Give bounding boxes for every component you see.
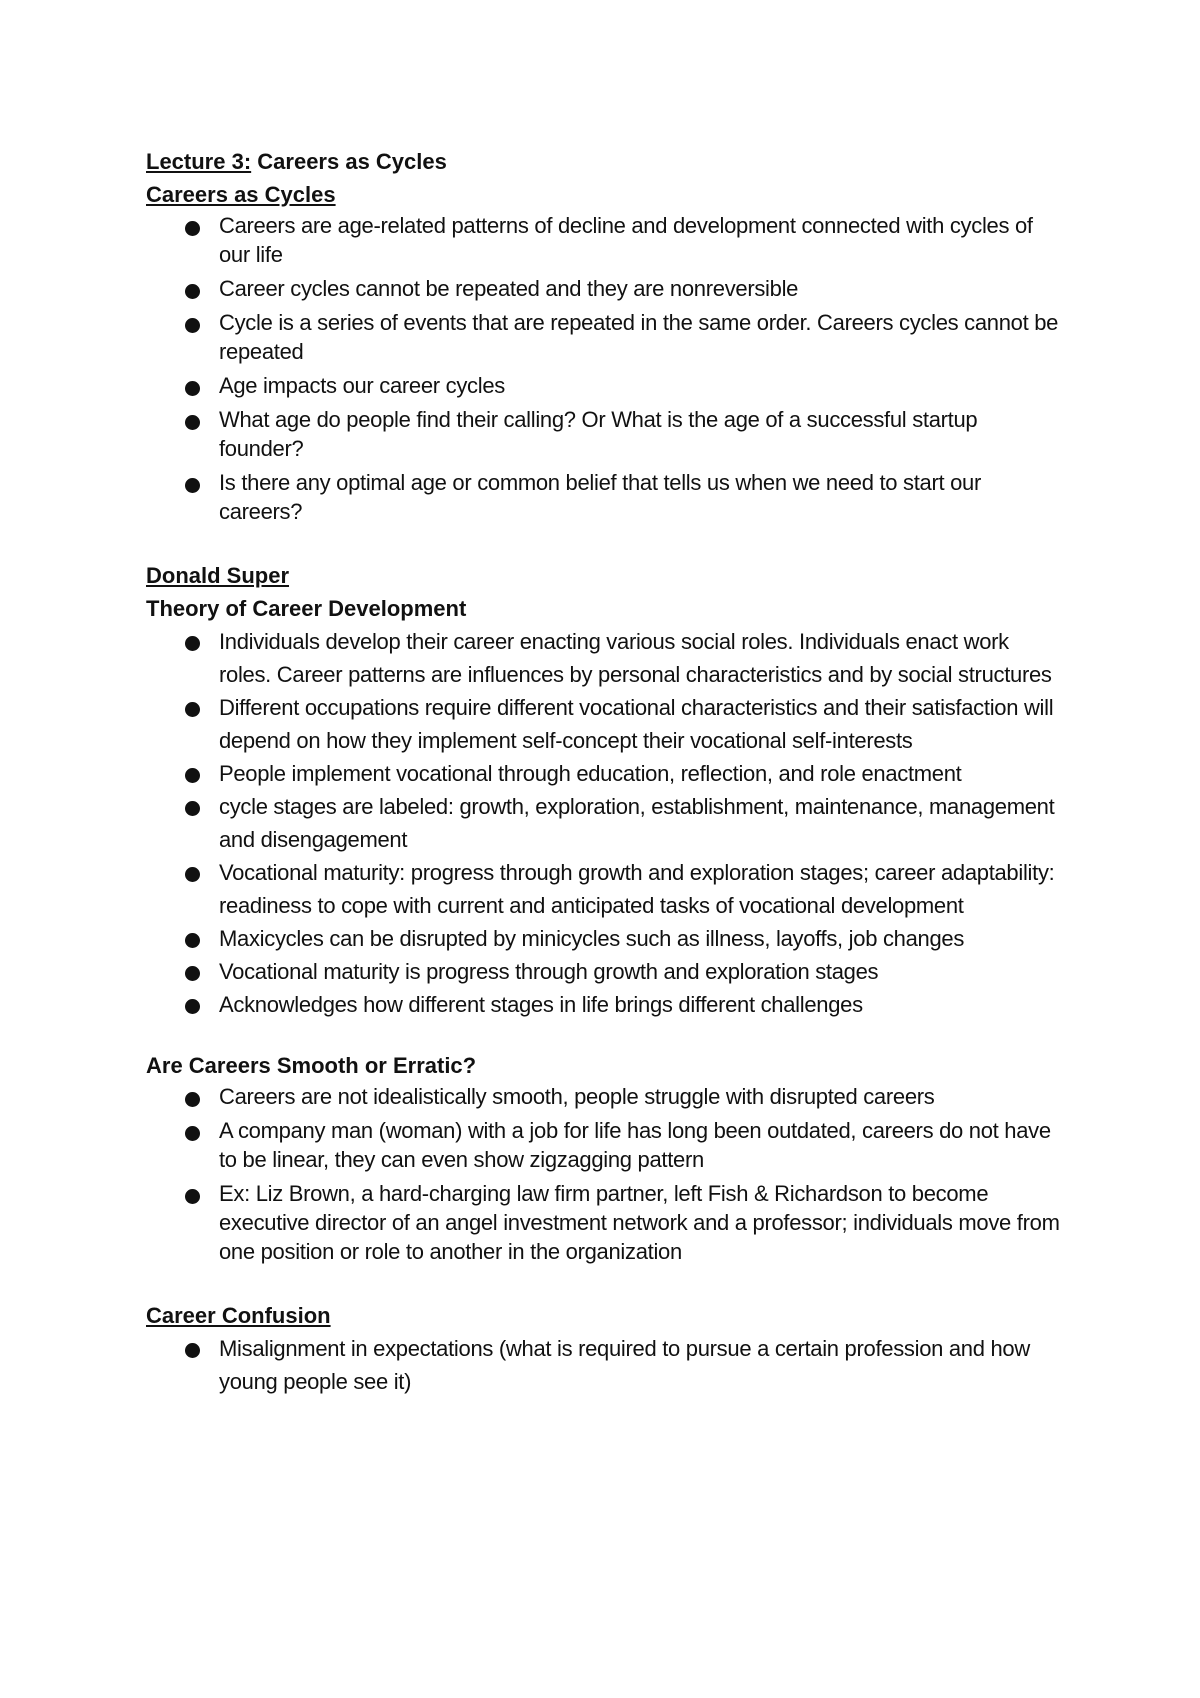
section-subheading-theory: Theory of Career Development — [146, 596, 467, 621]
list-item: Maxicycles can be disrupted by minicycles such as illness, layoffs, job changes — [146, 922, 1066, 955]
bullet-icon — [185, 1343, 200, 1358]
list-item: Ex: Liz Brown, a hard-charging law firm partner, left Fish & Richardson to become executive director of an angel investment network and a professor; individuals move from one position or role to another in the organization — [146, 1179, 1066, 1266]
bullet-icon — [185, 1189, 200, 1204]
list-item: Careers are not idealistically smooth, people struggle with disrupted careers — [146, 1082, 1066, 1111]
bullet-icon — [185, 318, 200, 333]
list-item: A company man (woman) with a job for life has long been outdated, careers do not have to be linear, they can even show zigzagging pattern — [146, 1116, 1066, 1174]
list-item: What age do people find their calling? Or What is the age of a successful startup founder? — [146, 405, 1066, 463]
list-item: Misalignment in expectations (what is required to pursue a certain profession and how young people see it) — [146, 1332, 1066, 1398]
bullet-icon — [185, 933, 200, 948]
bullet-list-careers-as-cycles — [146, 211, 1066, 526]
bullet-icon — [185, 999, 200, 1014]
list-item: People implement vocational through education, reflection, and role enactment — [146, 757, 1066, 790]
bullet-icon — [185, 1126, 200, 1141]
bullet-icon — [185, 768, 200, 783]
list-item: Acknowledges how different stages in life brings different challenges — [146, 988, 1066, 1021]
list-item: Career cycles cannot be repeated and they are nonreversible — [146, 274, 1066, 303]
list-item: Careers are age-related patterns of decline and development connected with cycles of our life — [146, 211, 1066, 269]
section-heading-career-confusion: Career Confusion — [146, 1303, 331, 1328]
bullet-icon — [185, 221, 200, 236]
bullet-list-donald-super — [146, 625, 1066, 1021]
bullet-icon — [185, 801, 200, 816]
list-item: cycle stages are labeled: growth, exploration, establishment, maintenance, management and disengagement — [146, 790, 1066, 856]
list-item: Individuals develop their career enacting various social roles. Individuals enact work roles. Career patterns are influences by personal characteristics and by social structures — [146, 625, 1066, 691]
lecture-title — [146, 145, 1066, 178]
list-item: Different occupations require different vocational characteristics and their satisfaction will depend on how they implement self-concept their vocational self-interests — [146, 691, 1066, 757]
section-heading-donald-super: Donald Super — [146, 563, 290, 588]
bullet-icon — [185, 1092, 200, 1107]
list-item: Cycle is a series of events that are repeated in the same order. Careers cycles cannot be repeated — [146, 308, 1066, 366]
bullet-icon — [185, 478, 200, 493]
list-item: Vocational maturity is progress through growth and exploration stages — [146, 955, 1066, 988]
bullet-icon — [185, 381, 200, 396]
lecture-name: Careers as Cycles — [251, 149, 447, 174]
list-item: Vocational maturity: progress through growth and exploration stages; career adaptability: readiness to cope with current and anticipated tasks of vocational development — [146, 856, 1066, 922]
bullet-icon — [185, 415, 200, 430]
bullet-list-career-confusion — [146, 1332, 1066, 1398]
bullet-list-smooth-or-erratic — [146, 1082, 1066, 1266]
bullet-icon — [185, 867, 200, 882]
list-item: Is there any optimal age or common belief that tells us when we need to start our careers? — [146, 468, 1066, 526]
section-heading-smooth-or-erratic: Are Careers Smooth or Erratic? — [146, 1053, 477, 1078]
bullet-icon — [185, 966, 200, 981]
list-item: Age impacts our career cycles — [146, 371, 1066, 400]
document-page — [146, 145, 1066, 1398]
bullet-icon — [185, 284, 200, 299]
bullet-icon — [185, 636, 200, 651]
bullet-icon — [185, 702, 200, 717]
section-heading-careers-as-cycles: Careers as Cycles — [146, 182, 336, 207]
lecture-label: Lecture 3: — [146, 149, 252, 174]
